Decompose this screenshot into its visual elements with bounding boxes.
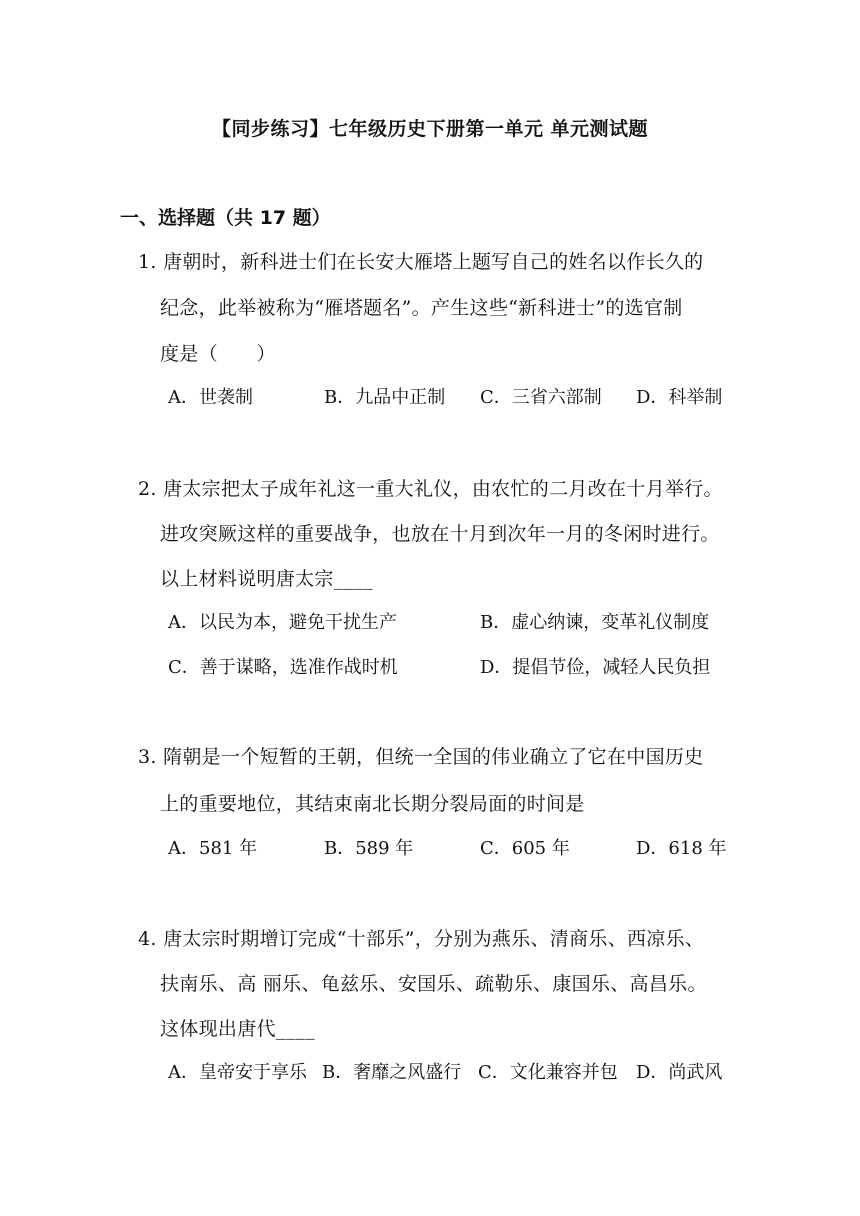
document-title: 【同步练习】七年级历史下册第一单元 单元测试题 [211,118,649,140]
option-d: D．618 年 [636,838,727,859]
option-d: D．科举制 [636,387,723,408]
option-c: C．善于谋略，选准作战时机 [168,657,398,678]
question-number: 1. [138,251,157,273]
question-text-line: 4. 唐太宗时期增订完成“十部乐”，分别为燕乐、清商乐、西凉乐、 [138,928,705,950]
question-text-line: 上的重要地位，其结束南北长期分裂局面的时间是 [160,793,585,815]
option-b: B．虚心纳谏，变革礼仪制度 [480,612,710,633]
question-number: 2. [138,478,157,500]
option-d: D．尚武风 [636,1062,723,1083]
question-text-line: 3. 隋朝是一个短暂的王朝，但统一全国的伟业确立了它在中国历史 [138,746,704,768]
option-c: C．文化兼容并包 [478,1062,618,1083]
option-a: A．皇帝安于享乐 [168,1062,307,1083]
question-text-line: 扶南乐、高 丽乐、龟兹乐、安国乐、疏勒乐、康国乐、高昌乐。 [160,973,707,995]
section-heading: 一、选择题（共 17 题） [120,207,331,229]
question-text-line: 进攻突厥这样的重要战争，也放在十月到次年一月的冬闲时进行。 [160,523,720,545]
option-b: B．九品中正制 [324,387,446,408]
question-number: 4. [138,928,157,950]
option-a: A．世袭制 [168,387,253,408]
question-text-line: 度是（ ） [160,343,276,365]
option-d: D．提倡节俭，减轻人民负担 [480,657,711,678]
question-text-line: 以上材料说明唐太宗____ [160,568,373,590]
question-text-line: 1. 唐朝时，新科进士们在长安大雁塔上题写自己的姓名以作长久的 [138,251,704,273]
option-c: C．三省六部制 [480,387,602,408]
option-c: C．605 年 [480,838,570,859]
question-text-line: 纪念，此举被称为“雁塔题名”。产生这些“新科进士”的选官制 [160,297,683,319]
question-text-line: 2. 唐太宗把太子成年礼这一重大礼仪，由农忙的二月改在十月举行。 [138,478,723,500]
question-number: 3. [138,746,157,768]
option-a: A．581 年 [168,838,258,859]
option-a: A．以民为本，避免干扰生产 [168,612,397,633]
option-b: B．589 年 [324,838,414,859]
option-b: B．奢靡之风盛行 [322,1062,462,1083]
question-text-line: 这体现出唐代____ [160,1018,316,1040]
